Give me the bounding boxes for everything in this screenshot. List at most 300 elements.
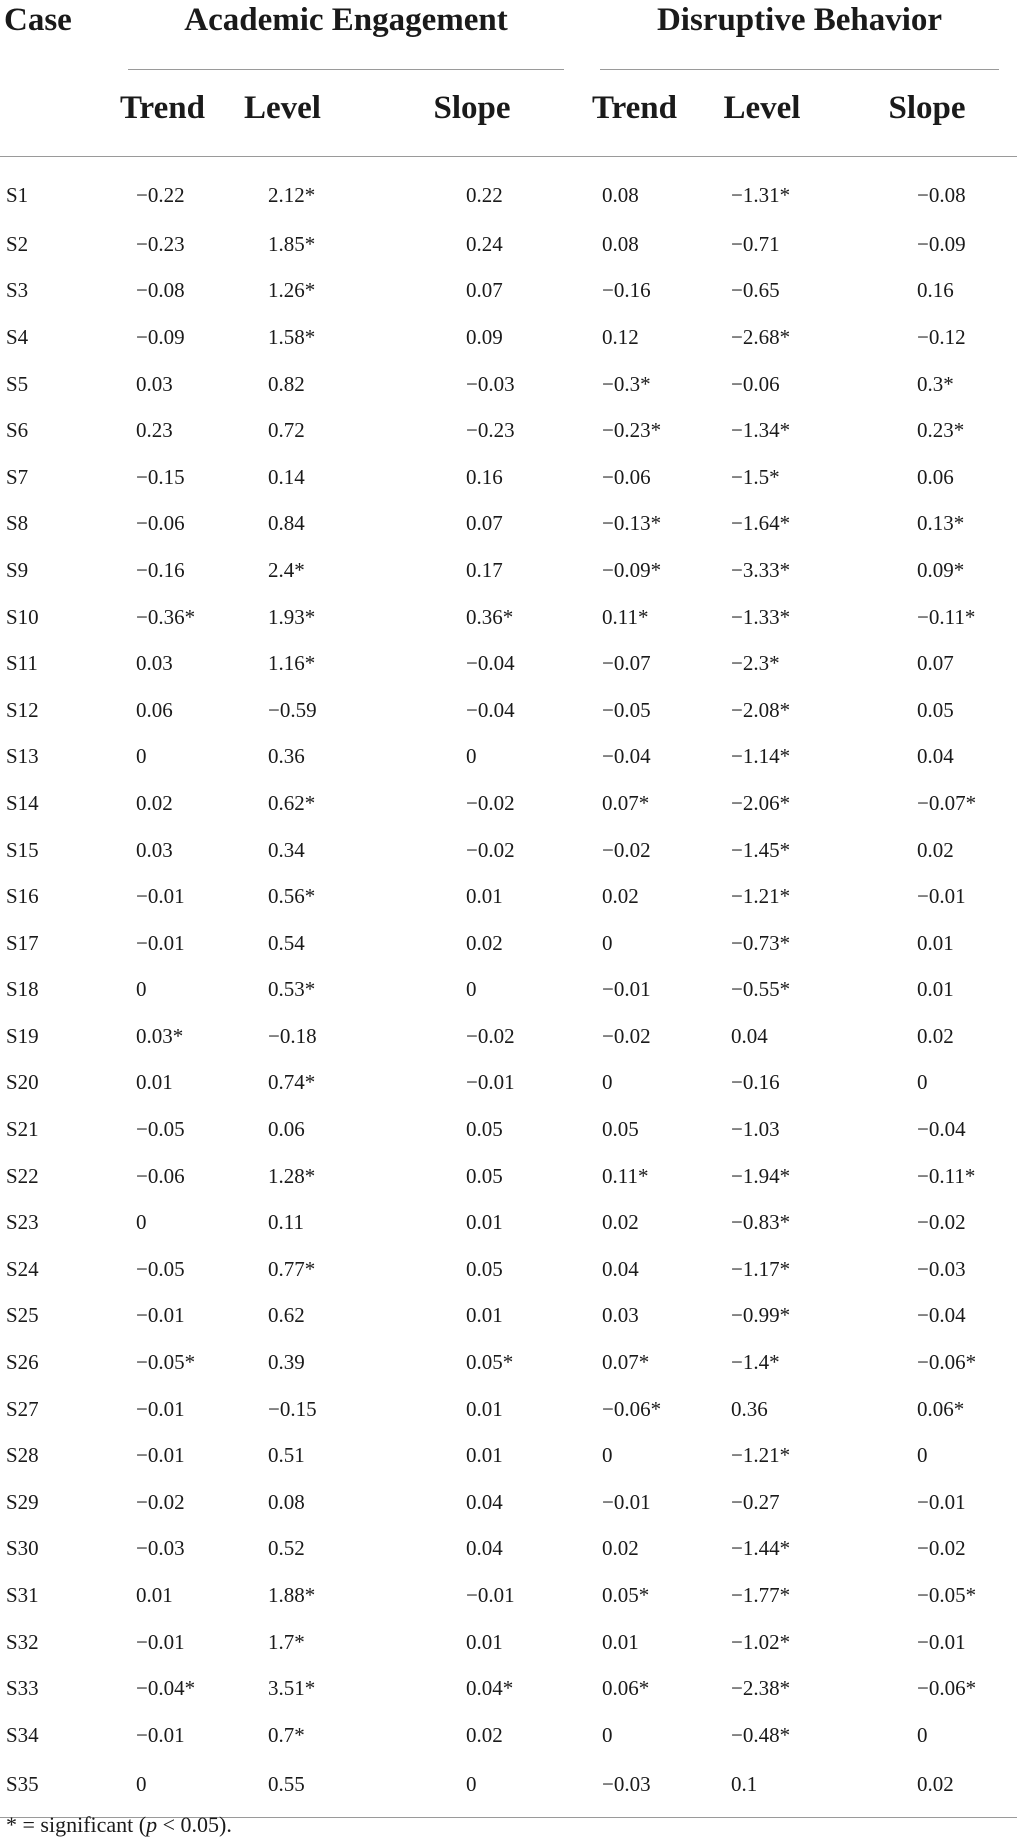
db-trend-cell: 0.01 xyxy=(602,1629,639,1654)
db-slope-cell: −0.07* xyxy=(917,790,977,815)
case-cell: S16 xyxy=(6,884,39,909)
table-row xyxy=(0,1060,1017,1107)
db-slope-cell: −0.06* xyxy=(917,1676,977,1701)
ae-level-cell: 2.4* xyxy=(268,557,305,582)
db-level-cell: −1.02* xyxy=(731,1629,791,1654)
db-trend-cell: 0.02 xyxy=(602,1210,639,1235)
ae-slope-cell: 0.05 xyxy=(466,1117,503,1142)
case-cell: S25 xyxy=(6,1303,39,1328)
db-trend-cell: 0.06* xyxy=(602,1676,650,1701)
case-cell: S24 xyxy=(6,1256,39,1281)
table-row xyxy=(0,314,1017,361)
db-level-cell: −1.31* xyxy=(731,182,791,207)
case-cell: S22 xyxy=(6,1163,39,1188)
db-slope-cell: −0.09 xyxy=(917,231,966,256)
ae-slope-cell: −0.01 xyxy=(466,1070,515,1095)
ae-slope-cell: 0.01 xyxy=(466,884,503,909)
ae-trend-cell: 0 xyxy=(136,977,147,1002)
db-slope-cell: 0.05 xyxy=(917,697,954,722)
table-row xyxy=(0,1246,1017,1293)
ae-slope-cell: 0.01 xyxy=(466,1210,503,1235)
ae-slope-cell: 0.04 xyxy=(466,1489,503,1514)
ae-trend-header: Trend xyxy=(110,68,230,157)
group-header-row xyxy=(0,0,1017,54)
db-trend-cell: 0.03 xyxy=(602,1303,639,1328)
db-slope-cell: 0.06 xyxy=(917,464,954,489)
db-trend-cell: 0.11* xyxy=(602,604,649,629)
db-level-cell: −1.21* xyxy=(731,884,791,909)
db-trend-cell: −0.06 xyxy=(602,464,651,489)
db-trend-cell: 0.04 xyxy=(602,1256,639,1281)
ae-level-cell: 2.12* xyxy=(268,182,316,207)
db-trend-cell: −0.07 xyxy=(602,651,651,676)
ae-level-cell: 0.74* xyxy=(268,1070,316,1095)
ae-trend-cell: 0.03 xyxy=(136,651,173,676)
db-slope-cell: −0.01 xyxy=(917,1489,966,1514)
db-slope-cell: 0.09* xyxy=(917,557,965,582)
db-slope-cell: 0.01 xyxy=(917,977,954,1002)
db-slope-cell: −0.04 xyxy=(917,1117,966,1142)
ae-slope-cell: 0.05* xyxy=(466,1350,514,1375)
ae-slope-cell: 0.02 xyxy=(466,1722,503,1747)
ae-level-cell: 0.7* xyxy=(268,1722,305,1747)
ae-level-cell: 0.56* xyxy=(268,884,316,909)
case-cell: S14 xyxy=(6,790,39,815)
table-row xyxy=(0,1339,1017,1386)
db-trend-cell: −0.02 xyxy=(602,837,651,862)
ae-slope-cell: −0.04 xyxy=(466,697,515,722)
ae-level-cell: 0.52 xyxy=(268,1536,305,1561)
db-trend-cell: −0.05 xyxy=(602,697,651,722)
case-cell: S28 xyxy=(6,1443,39,1468)
db-slope-cell: −0.12 xyxy=(917,324,966,349)
ae-level-cell: 3.51* xyxy=(268,1676,316,1701)
ae-level-cell: 0.82 xyxy=(268,371,305,396)
db-trend-cell: −0.03 xyxy=(582,1759,687,1818)
db-level-cell: 0.1 xyxy=(687,1759,837,1818)
ae-slope-cell: 0.09 xyxy=(466,324,503,349)
db-trend-cell: −0.13* xyxy=(602,511,662,536)
ae-level-cell: 0.54 xyxy=(268,930,305,955)
db-slope-cell: 0.16 xyxy=(917,278,954,303)
db-trend-cell: 0.08 xyxy=(602,231,639,256)
ae-trend-cell: −0.23 xyxy=(136,231,185,256)
disruptive-behavior-rule xyxy=(600,69,999,70)
academic-engagement-rule xyxy=(128,69,564,70)
footnote-prefix: * = significant ( xyxy=(6,1812,147,1837)
db-trend-cell: −0.06* xyxy=(602,1396,662,1421)
ae-level-cell: −0.15 xyxy=(268,1396,317,1421)
ae-level-cell: 1.7* xyxy=(268,1629,305,1654)
ae-slope-cell: 0.05 xyxy=(466,1163,503,1188)
db-slope-cell: 0.01 xyxy=(917,930,954,955)
db-level-cell: −2.08* xyxy=(731,697,791,722)
db-level-cell: −0.27 xyxy=(731,1489,780,1514)
ae-slope-cell: 0.07 xyxy=(466,511,503,536)
db-trend-cell: 0.05* xyxy=(602,1583,650,1608)
db-slope-cell: −0.06* xyxy=(917,1350,977,1375)
ae-slope-cell: −0.23 xyxy=(466,418,515,443)
table-row xyxy=(0,594,1017,641)
case-cell: S31 xyxy=(6,1583,39,1608)
ae-trend-cell: −0.04* xyxy=(136,1676,196,1701)
table-row xyxy=(0,1153,1017,1200)
ae-slope-cell: 0.04 xyxy=(466,1536,503,1561)
table-header xyxy=(0,0,1017,157)
ae-level-cell: 1.16* xyxy=(268,651,316,676)
ae-level-cell: 0.84 xyxy=(268,511,305,536)
case-cell: S2 xyxy=(6,231,29,256)
db-level-cell: −2.68* xyxy=(731,324,791,349)
db-trend-cell: −0.16 xyxy=(602,278,651,303)
ae-trend-cell: −0.01 xyxy=(136,1722,185,1747)
table-row xyxy=(0,920,1017,967)
table-row xyxy=(0,1479,1017,1526)
db-level-cell: −1.17* xyxy=(731,1256,791,1281)
footnote-p-symbol: p xyxy=(146,1812,158,1837)
case-cell: S23 xyxy=(6,1210,39,1235)
db-level-cell: −0.16 xyxy=(731,1070,780,1095)
footnote xyxy=(6,1812,232,1838)
table-row xyxy=(0,1106,1017,1153)
case-cell: S8 xyxy=(6,511,29,536)
ae-level-cell: 0.55 xyxy=(230,1759,362,1818)
footnote-suffix: < 0.05). xyxy=(157,1812,232,1837)
ae-level-cell: −0.18 xyxy=(268,1023,317,1048)
db-level-cell: −1.5* xyxy=(731,464,780,489)
table-row xyxy=(0,157,1017,222)
db-slope-cell: 0.04 xyxy=(917,744,954,769)
ae-level-cell: −0.59 xyxy=(268,697,317,722)
ae-level-cell: 0.06 xyxy=(268,1117,305,1142)
db-trend-cell: 0 xyxy=(602,1443,613,1468)
ae-level-cell: 0.62* xyxy=(268,790,316,815)
db-level-cell: −2.38* xyxy=(731,1676,791,1701)
ae-level-cell: 0.14 xyxy=(268,464,305,489)
db-trend-cell: 0.02 xyxy=(602,884,639,909)
ae-slope-cell: 0.01 xyxy=(466,1443,503,1468)
ae-level-cell: 0.53* xyxy=(268,977,316,1002)
ae-slope-cell: 0.17 xyxy=(466,557,503,582)
case-cell: S3 xyxy=(6,278,29,303)
db-slope-cell: 0.07 xyxy=(917,651,954,676)
ae-slope-cell: 0.05 xyxy=(466,1256,503,1281)
disruptive-behavior-label: Disruptive Behavior xyxy=(656,2,943,38)
ae-trend-cell: −0.02 xyxy=(136,1489,185,1514)
table-row xyxy=(0,1199,1017,1246)
db-trend-cell: 0 xyxy=(602,1070,613,1095)
table-row xyxy=(0,967,1017,1014)
ae-slope-cell: 0.36* xyxy=(466,604,514,629)
ae-slope-cell: −0.02 xyxy=(466,790,515,815)
ae-trend-cell: 0 xyxy=(136,1210,147,1235)
ae-trend-cell: 0.23 xyxy=(136,418,173,443)
db-trend-cell: −0.04 xyxy=(602,744,651,769)
db-level-cell: −3.33* xyxy=(731,557,791,582)
table-row xyxy=(0,734,1017,781)
ae-slope-cell: 0.07 xyxy=(466,278,503,303)
db-level-cell: −0.48* xyxy=(731,1722,791,1747)
db-slope-header: Slope xyxy=(837,68,1017,157)
case-cell: S34 xyxy=(6,1722,39,1747)
table-row xyxy=(0,1665,1017,1712)
db-level-cell: −1.21* xyxy=(731,1443,791,1468)
ae-level-cell: 0.36 xyxy=(268,744,305,769)
case-cell: S7 xyxy=(6,464,29,489)
case-cell: S4 xyxy=(6,324,29,349)
db-level-cell: −1.64* xyxy=(731,511,791,536)
db-level-cell: −0.71 xyxy=(731,231,780,256)
ae-trend-cell: 0 xyxy=(136,744,147,769)
ae-level-cell: 0.34 xyxy=(268,837,305,862)
db-trend-cell: 0.08 xyxy=(602,182,639,207)
case-cell: S12 xyxy=(6,697,39,722)
db-slope-cell: −0.08 xyxy=(917,182,966,207)
table-row xyxy=(0,1526,1017,1573)
ae-level-cell: 0.62 xyxy=(268,1303,305,1328)
case-cell: S32 xyxy=(6,1629,39,1654)
case-cell: S13 xyxy=(6,744,39,769)
db-slope-cell: 0.02 xyxy=(917,1023,954,1048)
disruptive-behavior-header xyxy=(582,0,1017,54)
ae-slope-cell: 0.04* xyxy=(466,1676,514,1701)
db-trend-cell: 0.07* xyxy=(602,1350,650,1375)
ae-level-cell: 1.88* xyxy=(268,1583,316,1608)
ae-level-header: Level xyxy=(230,68,362,157)
db-trend-cell: 0.12 xyxy=(602,324,639,349)
db-trend-cell: −0.3* xyxy=(602,371,651,396)
ae-trend-cell: −0.05 xyxy=(136,1117,185,1142)
ae-slope-cell: −0.02 xyxy=(466,837,515,862)
db-trend-cell: −0.23* xyxy=(602,418,662,443)
table-row xyxy=(0,1432,1017,1479)
db-level-cell: −1.33* xyxy=(731,604,791,629)
ae-level-cell: 1.85* xyxy=(268,231,316,256)
ae-slope-cell: −0.02 xyxy=(466,1023,515,1048)
ae-level-cell: 1.26* xyxy=(268,278,316,303)
db-level-cell: −1.77* xyxy=(731,1583,791,1608)
ae-slope-cell: 0 xyxy=(466,977,477,1002)
ae-trend-cell: −0.01 xyxy=(136,1443,185,1468)
table-row xyxy=(0,687,1017,734)
ae-trend-cell: −0.05 xyxy=(136,1256,185,1281)
table-row xyxy=(0,1013,1017,1060)
sub-header-row xyxy=(0,68,1017,157)
ae-slope-cell: 0.01 xyxy=(466,1396,503,1421)
ae-trend-cell: −0.06 xyxy=(136,511,185,536)
ae-trend-cell: −0.06 xyxy=(136,1163,185,1188)
db-slope-cell: −0.03 xyxy=(917,1256,966,1281)
ae-slope-cell: 0.01 xyxy=(466,1303,503,1328)
ae-level-cell: 0.39 xyxy=(268,1350,305,1375)
table-row xyxy=(0,1293,1017,1340)
case-cell: S27 xyxy=(6,1396,39,1421)
db-slope-cell: 0.13* xyxy=(917,511,965,536)
case-column-header: Case xyxy=(4,2,72,38)
ae-trend-cell: 0.03* xyxy=(136,1023,184,1048)
ae-trend-cell: −0.22 xyxy=(136,182,185,207)
ae-level-cell: 1.93* xyxy=(268,604,316,629)
db-slope-cell: −0.02 xyxy=(917,1210,966,1235)
table-row xyxy=(0,221,1017,268)
db-level-cell: −1.44* xyxy=(731,1536,791,1561)
ae-trend-cell: −0.16 xyxy=(136,557,185,582)
db-trend-cell: −0.02 xyxy=(602,1023,651,1048)
ae-trend-cell: −0.36* xyxy=(136,604,196,629)
academic-engagement-label: Academic Engagement xyxy=(184,2,508,38)
ae-slope-cell: −0.04 xyxy=(466,651,515,676)
db-level-cell: 0.36 xyxy=(731,1396,768,1421)
table-row xyxy=(0,501,1017,548)
db-level-cell: −0.55* xyxy=(731,977,791,1002)
case-cell: S26 xyxy=(6,1350,39,1375)
db-slope-cell: −0.05* xyxy=(917,1583,977,1608)
case-cell: S5 xyxy=(6,371,29,396)
ae-trend-cell: −0.01 xyxy=(136,930,185,955)
ae-trend-cell: 0 xyxy=(110,1759,230,1818)
ae-slope-header: Slope xyxy=(362,68,582,157)
table-row xyxy=(0,780,1017,827)
ae-trend-cell: −0.08 xyxy=(136,278,185,303)
db-level-cell: 0.04 xyxy=(731,1023,768,1048)
ae-trend-cell: −0.09 xyxy=(136,324,185,349)
ae-slope-cell: 0.02 xyxy=(466,930,503,955)
table-body xyxy=(0,157,1017,1818)
db-slope-cell: −0.01 xyxy=(917,1629,966,1654)
table-row xyxy=(0,1712,1017,1759)
db-level-cell: −0.65 xyxy=(731,278,780,303)
case-cell: S33 xyxy=(6,1676,39,1701)
ae-level-cell: 0.11 xyxy=(268,1210,304,1235)
ae-trend-cell: 0.03 xyxy=(136,371,173,396)
ae-slope-cell: 0.16 xyxy=(466,464,503,489)
academic-engagement-header xyxy=(110,0,582,54)
table-row xyxy=(0,873,1017,920)
header-spacer xyxy=(0,54,1017,68)
ae-trend-cell: 0.02 xyxy=(136,790,173,815)
case-cell: S30 xyxy=(6,1536,39,1561)
table-row xyxy=(0,268,1017,315)
ae-trend-cell: −0.01 xyxy=(136,1629,185,1654)
db-level-cell: −1.03 xyxy=(731,1117,780,1142)
db-level-cell: −0.06 xyxy=(731,371,780,396)
db-slope-cell: −0.01 xyxy=(917,884,966,909)
case-cell: S21 xyxy=(6,1117,39,1142)
db-trend-cell: 0.05 xyxy=(602,1117,639,1142)
ae-trend-cell: 0.01 xyxy=(136,1583,173,1608)
case-cell: S29 xyxy=(6,1489,39,1514)
db-level-cell: −2.06* xyxy=(731,790,791,815)
ae-slope-cell: −0.01 xyxy=(466,1583,515,1608)
table-row xyxy=(0,454,1017,501)
ae-level-cell: 0.51 xyxy=(268,1443,305,1468)
table-row xyxy=(0,1386,1017,1433)
case-cell: S20 xyxy=(6,1070,39,1095)
case-subheader-blank xyxy=(0,68,110,157)
db-trend-cell: 0.11* xyxy=(602,1163,649,1188)
db-level-cell: −1.34* xyxy=(731,418,791,443)
db-slope-cell: −0.02 xyxy=(917,1536,966,1561)
ae-slope-cell: −0.03 xyxy=(466,371,515,396)
ae-slope-cell: 0 xyxy=(466,744,477,769)
table-row xyxy=(0,547,1017,594)
case-cell: S35 xyxy=(0,1759,110,1818)
db-level-cell: −1.94* xyxy=(731,1163,791,1188)
db-slope-cell: 0 xyxy=(917,1070,928,1095)
db-slope-cell: 0.02 xyxy=(837,1759,1017,1818)
db-level-cell: −0.99* xyxy=(731,1303,791,1328)
ae-slope-cell: 0.24 xyxy=(466,231,503,256)
table-row xyxy=(0,1759,1017,1818)
ae-trend-cell: −0.15 xyxy=(136,464,185,489)
ae-slope-cell: 0 xyxy=(362,1759,582,1818)
db-trend-cell: 0.07* xyxy=(602,790,650,815)
db-level-cell: −1.14* xyxy=(731,744,791,769)
table-row xyxy=(0,361,1017,408)
case-cell: S6 xyxy=(6,418,29,443)
ae-trend-cell: −0.01 xyxy=(136,884,185,909)
case-cell: S15 xyxy=(6,837,39,862)
db-level-cell: −2.3* xyxy=(731,651,780,676)
db-trend-cell: −0.01 xyxy=(602,977,651,1002)
ae-trend-cell: −0.05* xyxy=(136,1350,196,1375)
case-cell: S17 xyxy=(6,930,39,955)
ae-level-cell: 1.58* xyxy=(268,324,316,349)
ae-trend-cell: 0.01 xyxy=(136,1070,173,1095)
case-cell: S10 xyxy=(6,604,39,629)
db-level-cell: −0.83* xyxy=(731,1210,791,1235)
db-trend-header: Trend xyxy=(582,68,687,157)
db-level-cell: −1.4* xyxy=(731,1350,780,1375)
db-slope-cell: −0.11* xyxy=(917,604,976,629)
ae-trend-cell: 0.06 xyxy=(136,697,173,722)
case-cell: S19 xyxy=(6,1023,39,1048)
case-cell: S9 xyxy=(6,557,29,582)
ae-level-cell: 0.77* xyxy=(268,1256,316,1281)
db-trend-cell: 0 xyxy=(602,1722,613,1747)
db-trend-cell: −0.01 xyxy=(602,1489,651,1514)
ae-trend-cell: −0.01 xyxy=(136,1303,185,1328)
db-slope-cell: −0.04 xyxy=(917,1303,966,1328)
db-level-cell: −1.45* xyxy=(731,837,791,862)
table-row xyxy=(0,640,1017,687)
ae-slope-cell: 0.22 xyxy=(466,182,503,207)
db-slope-cell: 0 xyxy=(917,1722,928,1747)
db-trend-cell: −0.09* xyxy=(602,557,662,582)
table-row xyxy=(0,827,1017,874)
case-cell: S18 xyxy=(6,977,39,1002)
db-trend-cell: 0.02 xyxy=(602,1536,639,1561)
db-slope-cell: 0.3* xyxy=(917,371,954,396)
db-level-cell: −0.73* xyxy=(731,930,791,955)
table-row xyxy=(0,1619,1017,1666)
ae-trend-cell: −0.01 xyxy=(136,1396,185,1421)
case-cell: S11 xyxy=(6,651,38,676)
ae-slope-cell: 0.01 xyxy=(466,1629,503,1654)
case-cell: S1 xyxy=(6,182,29,207)
table-row xyxy=(0,407,1017,454)
ae-level-cell: 0.08 xyxy=(268,1489,305,1514)
db-slope-cell: 0 xyxy=(917,1443,928,1468)
db-slope-cell: 0.06* xyxy=(917,1396,965,1421)
db-slope-cell: 0.02 xyxy=(917,837,954,862)
db-slope-cell: 0.23* xyxy=(917,418,965,443)
ae-trend-cell: 0.03 xyxy=(136,837,173,862)
table-row xyxy=(0,1572,1017,1619)
db-slope-cell: −0.11* xyxy=(917,1163,976,1188)
db-level-header: Level xyxy=(687,68,837,157)
ae-level-cell: 1.28* xyxy=(268,1163,316,1188)
